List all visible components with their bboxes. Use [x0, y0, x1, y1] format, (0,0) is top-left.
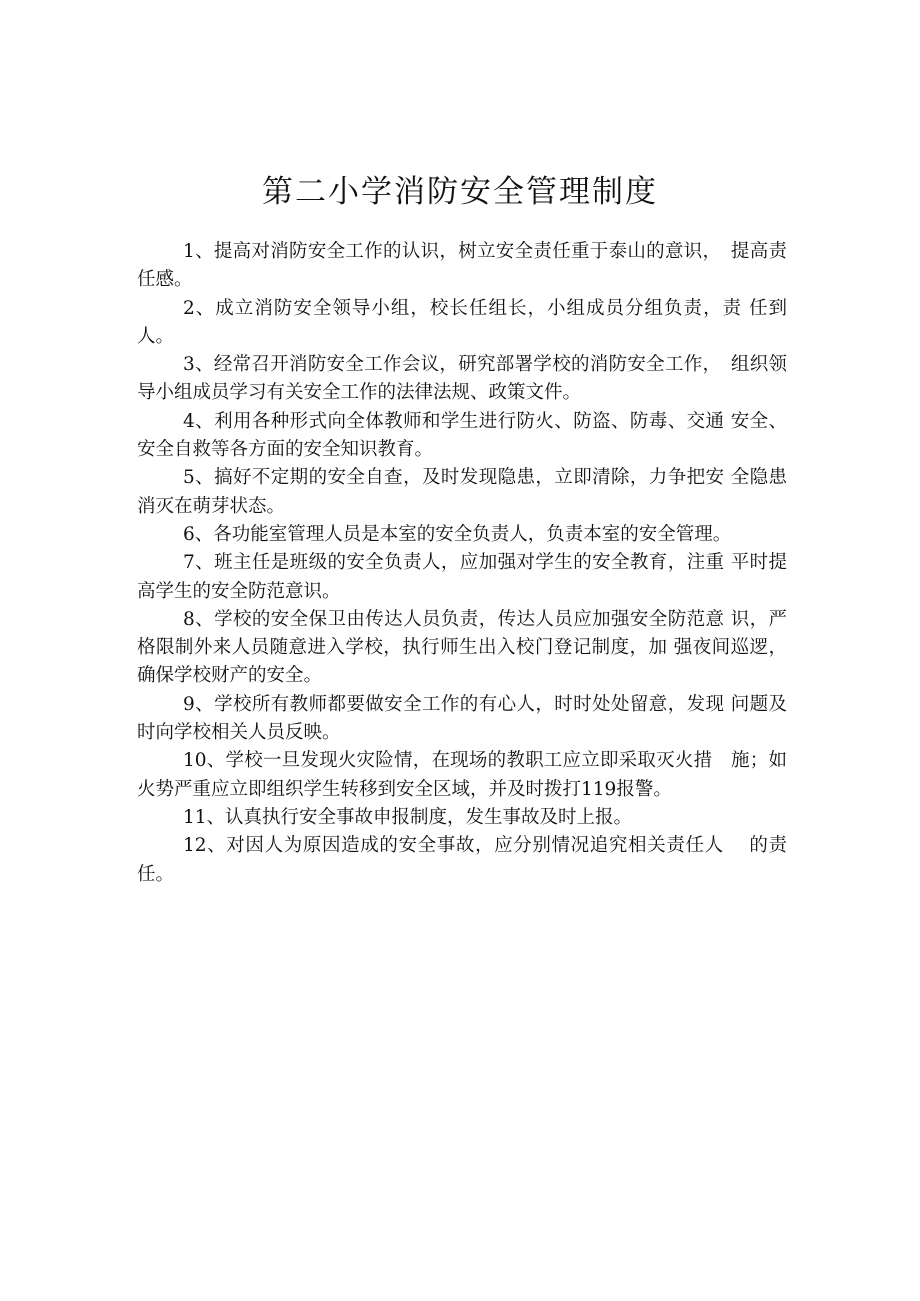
- document-title: 第二小学消防安全管理制度: [262, 174, 658, 210]
- paragraph-11: 11、认真执行安全事故申报制度，发生事故及时上报。: [183, 806, 633, 828]
- paragraph-5: 5、搞好不定期的安全自查，及时发现隐患，立即清除，力争把安 全隐患消灭在萌芽状态。: [137, 467, 787, 517]
- paragraph-12: 12、对因人为原因造成的安全事故，应分别情况追究相关责任人 的责任。: [137, 835, 787, 885]
- paragraph-8: 8、学校的安全保卫由传达人员负责，传达人员应加强安全防范意 识，严格限制外来人员随意进入学校，执行师生出入校门登记制度，加 强夜间巡逻，确保学校财产的安全。: [137, 608, 787, 687]
- paragraph-2: 2、成立消防安全领导小组，校长任组长，小组成员分组负责，责 任到人。: [137, 297, 787, 347]
- paragraph-6: 6、各功能室管理人员是本室的安全负责人，负责本室的安全管理。: [183, 523, 732, 545]
- paragraph-7: 7、班主任是班级的安全负责人，应加强对学生的安全教育，注重 平时提高学生的安全防范意识。: [137, 552, 787, 602]
- paragraph-1: 1、提高对消防安全工作的认识，树立安全责任重于泰山的意识， 提高责任感。: [137, 241, 787, 291]
- paragraph-3: 3、经常召开消防安全工作会议，研究部署学校的消防安全工作， 组织领导小组成员学习有关安全工作的法律法规、政策文件。: [137, 354, 787, 404]
- document-body: [137, 238, 787, 889]
- paragraph-10: 10、学校一旦发现火灾险情，在现场的教职工应立即采取灭火措 施；如火势严重应立即组织学生转移到安全区域，并及时拨打119报警。: [137, 750, 787, 800]
- paragraph-9: 9、学校所有教师都要做安全工作的有心人，时时处处留意，发现 问题及时向学校相关人员反映。: [137, 693, 787, 744]
- paragraph-4: 4、利用各种形式向全体教师和学生进行防火、防盗、防毒、交通 安全、安全自救等各方面的安全知识教育。: [137, 410, 787, 461]
